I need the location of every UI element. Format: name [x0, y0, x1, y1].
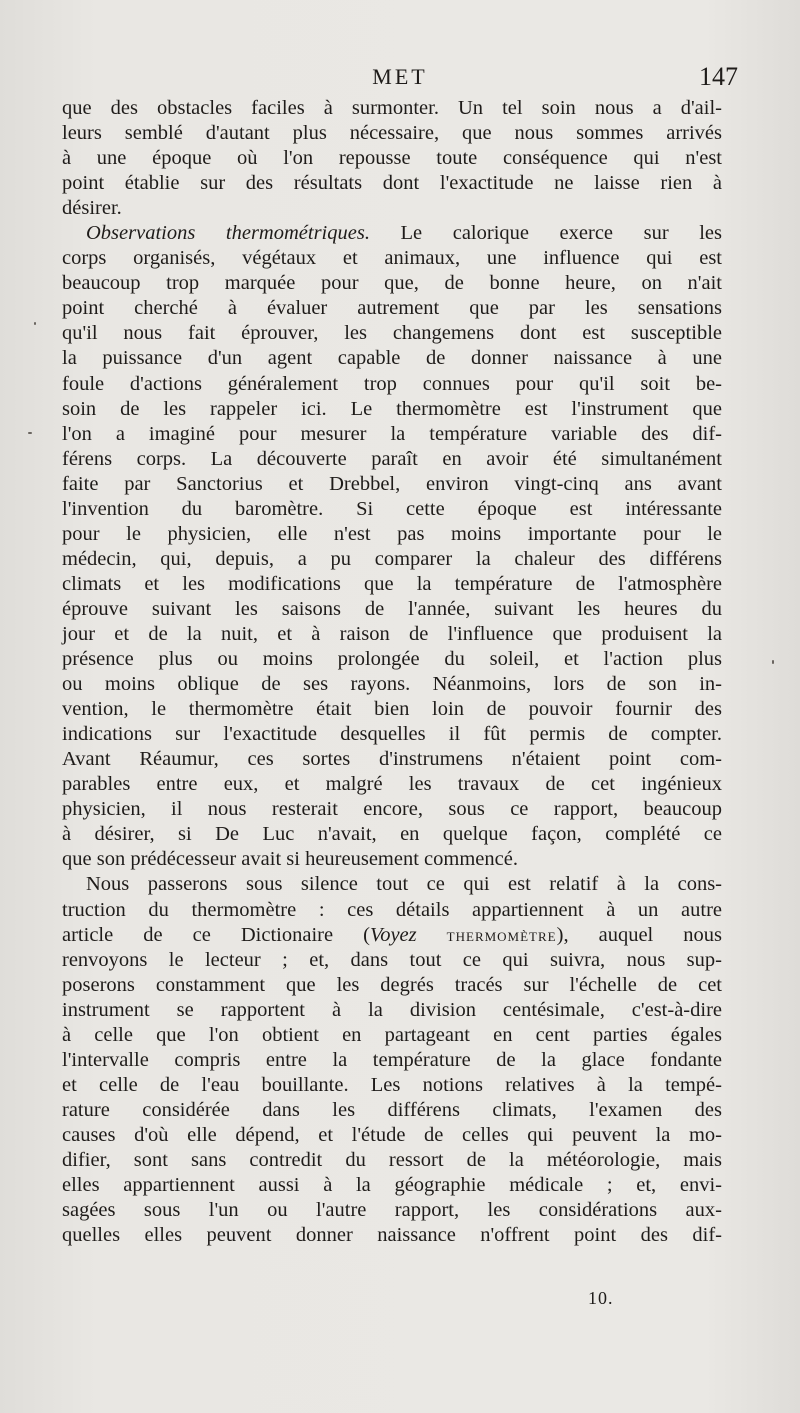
text-line: présence plus ou moins prolongée du soleil, et l'action plus	[62, 648, 722, 671]
text-line: point établie sur des résultats dont l'exactitude ne laisse rien à	[62, 172, 722, 195]
text-line: difier, sont sans contredit du ressort de la météorologie, mais	[62, 1148, 722, 1171]
text-line: sagées sous l'un ou l'autre rapport, les considérations aux-	[62, 1199, 722, 1222]
text-line: désirer.	[62, 197, 122, 220]
text-span: Le calorique exerce sur les	[400, 222, 722, 245]
text-line: rature considérée dans les différens climats, l'examen des	[62, 1098, 722, 1121]
text-line: à désirer, si De Luc n'avait, en quelque façon, complété ce	[62, 823, 722, 846]
body-text	[62, 96, 722, 1248]
text-line: à une époque où l'on repousse toute conséquence qui n'est	[62, 147, 722, 170]
text-line: climats et les modifications que la température de l'atmosphère	[62, 572, 722, 595]
text-line: Avant Réaumur, ces sortes d'instrumens n'étaient point com-	[62, 748, 722, 771]
text-span: ), auquel nous	[556, 923, 723, 946]
text-line: que des obstacles faciles à surmonter. Un tel soin nous a d'ail-	[62, 97, 722, 119]
text-line: foule d'actions généralement trop connues pour qu'il soit be-	[62, 372, 722, 395]
paragraph-heading-line	[62, 221, 722, 246]
text-line: ou moins oblique de ses rayons. Néanmoins, lors de son in-	[62, 673, 722, 696]
text-line: poserons constamment que les degrés tracés sur l'échelle de cet	[62, 973, 722, 996]
text-line: l'on a imaginé pour mesurer la température variable des dif-	[62, 422, 722, 445]
text-line: quelles elles peuvent donner naissance n'offrent point des dif-	[62, 1224, 722, 1247]
text-line: vention, le thermomètre était bien loin de pouvoir fournir des	[62, 698, 722, 721]
running-head: MET	[372, 64, 428, 89]
cross-reference-term: THERMOMÈTRE	[446, 928, 557, 944]
text-line: physicien, il nous resterait encore, sous ce rapport, beaucoup	[62, 798, 722, 821]
text-line: beaucoup trop marquée pour que, de bonne heure, on n'ait	[62, 272, 722, 295]
text-line: parables entre eux, et malgré les travaux de cet ingénieux	[62, 773, 722, 796]
text-line: leurs semblé d'autant plus nécessaire, que nous sommes arrivés	[62, 122, 722, 145]
text-line: corps organisés, végétaux et animaux, une influence qui est	[62, 247, 722, 270]
page-header	[60, 62, 740, 96]
text-line: qu'il nous fait éprouver, les changemens dont est susceptible	[62, 322, 722, 345]
text-line: férens corps. La découverte paraît en avoir été simultanément	[62, 447, 722, 470]
signature-mark: 10.	[588, 1288, 614, 1308]
text-line: instrument se rapportent à la division centésimale, c'est-à-dire	[62, 998, 722, 1021]
voyez-italic: Voyez	[369, 923, 417, 946]
text-line: jour et de la nuit, et à raison de l'influence que produisent la	[62, 622, 722, 645]
text-line: faite par Sanctorius et Drebbel, environ vingt-cinq ans avant	[62, 472, 722, 495]
text-line: soin de les rappeler ici. Le thermomètre est l'instrument que	[62, 397, 722, 420]
cross-reference-line	[62, 923, 722, 948]
text-line: renvoyons le lecteur ; et, dans tout ce qui suivra, nous sup-	[62, 948, 722, 971]
text-line: médecin, qui, depuis, a pu comparer la chaleur des différens	[62, 547, 722, 570]
text-line: Nous passerons sous silence tout ce qui est relatif à la cons-	[86, 873, 722, 896]
text-line: l'invention du baromètre. Si cette époque est intéressante	[62, 497, 722, 520]
text-line: l'intervalle compris entre la température de la glace fondante	[62, 1048, 722, 1071]
page-number: 147	[699, 62, 738, 91]
text-line: elles appartiennent aussi à la géographie médicale ; et, envi-	[62, 1174, 722, 1197]
text-line: truction du thermomètre : ces détails appartiennent à un autre	[62, 898, 722, 921]
ink-speck	[34, 322, 36, 325]
text-span: article de ce Dictionaire (	[62, 923, 370, 946]
text-line: indications sur l'exactitude desquelles il fût permis de compter.	[62, 723, 722, 746]
section-heading: Observations thermométriques.	[86, 222, 370, 245]
text-line: pour le physicien, elle n'est pas moins importante pour le	[62, 522, 722, 545]
ink-speck	[28, 432, 32, 434]
text-line: causes d'où elle dépend, et l'étude de celles qui peuvent la mo-	[62, 1123, 722, 1146]
text-line: point cherché à évaluer autrement que par les sensations	[62, 297, 722, 320]
text-line: à celle que l'on obtient en partageant en cent parties égales	[62, 1023, 722, 1046]
text-line: que son prédécesseur avait si heureusement commencé.	[62, 848, 518, 871]
text-line: éprouve suivant les saisons de l'année, suivant les heures du	[62, 597, 722, 620]
text-line: et celle de l'eau bouillante. Les notions relatives à la tempé-	[62, 1073, 722, 1096]
ink-speck	[772, 660, 774, 664]
text-line: la puissance d'un agent capable de donner naissance à une	[62, 347, 722, 370]
